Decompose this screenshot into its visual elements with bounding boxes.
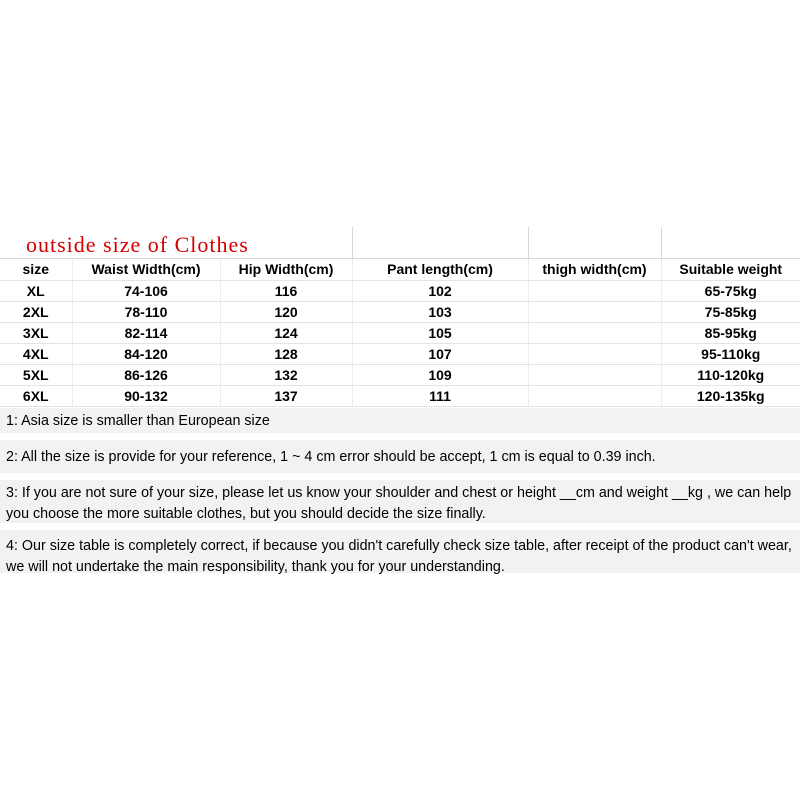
table-row — [0, 364, 800, 385]
grid-line — [661, 227, 662, 259]
size-table — [0, 259, 800, 407]
cell-pant-length: 107 — [352, 343, 528, 364]
header-suitable-weight: Suitable weight — [661, 259, 800, 280]
cell-thigh-width — [528, 385, 661, 406]
cell-suitable-weight: 95-110kg — [661, 343, 800, 364]
header-pant-length: Pant length(cm) — [352, 259, 528, 280]
cell-thigh-width — [528, 322, 661, 343]
cell-hip-width: 132 — [220, 364, 352, 385]
cell-pant-length: 111 — [352, 385, 528, 406]
notes-section — [0, 407, 800, 573]
table-row — [0, 280, 800, 301]
grid-line — [528, 227, 529, 259]
note-asia-size: 1: Asia size is smaller than European size — [0, 407, 800, 433]
note-reference: 2: All the size is provide for your reference, 1 ~ 4 cm error should be accept, 1 cm is equal to 0.39 inch. — [0, 439, 800, 473]
cell-pant-length: 102 — [352, 280, 528, 301]
cell-size: XL — [0, 280, 72, 301]
cell-hip-width: 137 — [220, 385, 352, 406]
cell-size: 3XL — [0, 322, 72, 343]
table-row — [0, 301, 800, 322]
cell-suitable-weight: 110-120kg — [661, 364, 800, 385]
note-size-help: 3: If you are not sure of your size, please let us know your shoulder and chest or height __cm and weight __kg , we can help you choose the more suitable clothes, but you should decide the size finally. — [0, 479, 800, 523]
cell-suitable-weight: 75-85kg — [661, 301, 800, 322]
cell-waist-width: 90-132 — [72, 385, 220, 406]
cell-waist-width: 82-114 — [72, 322, 220, 343]
cell-hip-width: 120 — [220, 301, 352, 322]
cell-suitable-weight: 120-135kg — [661, 385, 800, 406]
cell-thigh-width — [528, 301, 661, 322]
chart-title: outside size of Clothes — [26, 232, 249, 257]
cell-waist-width: 78-110 — [72, 301, 220, 322]
header-size: size — [0, 259, 72, 280]
table-row — [0, 385, 800, 406]
cell-size: 4XL — [0, 343, 72, 364]
header-hip-width: Hip Width(cm) — [220, 259, 352, 280]
size-chart — [0, 227, 800, 575]
cell-waist-width: 74-106 — [72, 280, 220, 301]
cell-hip-width: 128 — [220, 343, 352, 364]
table-row — [0, 322, 800, 343]
cell-size: 6XL — [0, 385, 72, 406]
cell-size: 5XL — [0, 364, 72, 385]
cell-thigh-width — [528, 364, 661, 385]
cell-suitable-weight: 85-95kg — [661, 322, 800, 343]
cell-waist-width: 86-126 — [72, 364, 220, 385]
table-header-row — [0, 259, 800, 280]
table-row — [0, 343, 800, 364]
cell-pant-length: 103 — [352, 301, 528, 322]
note-responsibility: 4: Our size table is completely correct, if because you didn't carefully check size table, after receipt of the product can't wear, we will not undertake the main responsibility, thank you for your understanding. — [0, 529, 800, 573]
cell-size: 2XL — [0, 301, 72, 322]
cell-hip-width: 116 — [220, 280, 352, 301]
header-waist-width: Waist Width(cm) — [72, 259, 220, 280]
cell-thigh-width — [528, 280, 661, 301]
cell-pant-length: 105 — [352, 322, 528, 343]
header-thigh-width: thigh width(cm) — [528, 259, 661, 280]
cell-suitable-weight: 65-75kg — [661, 280, 800, 301]
cell-pant-length: 109 — [352, 364, 528, 385]
cell-thigh-width — [528, 343, 661, 364]
cell-hip-width: 124 — [220, 322, 352, 343]
title-row — [0, 227, 800, 259]
grid-line — [352, 227, 353, 259]
cell-waist-width: 84-120 — [72, 343, 220, 364]
